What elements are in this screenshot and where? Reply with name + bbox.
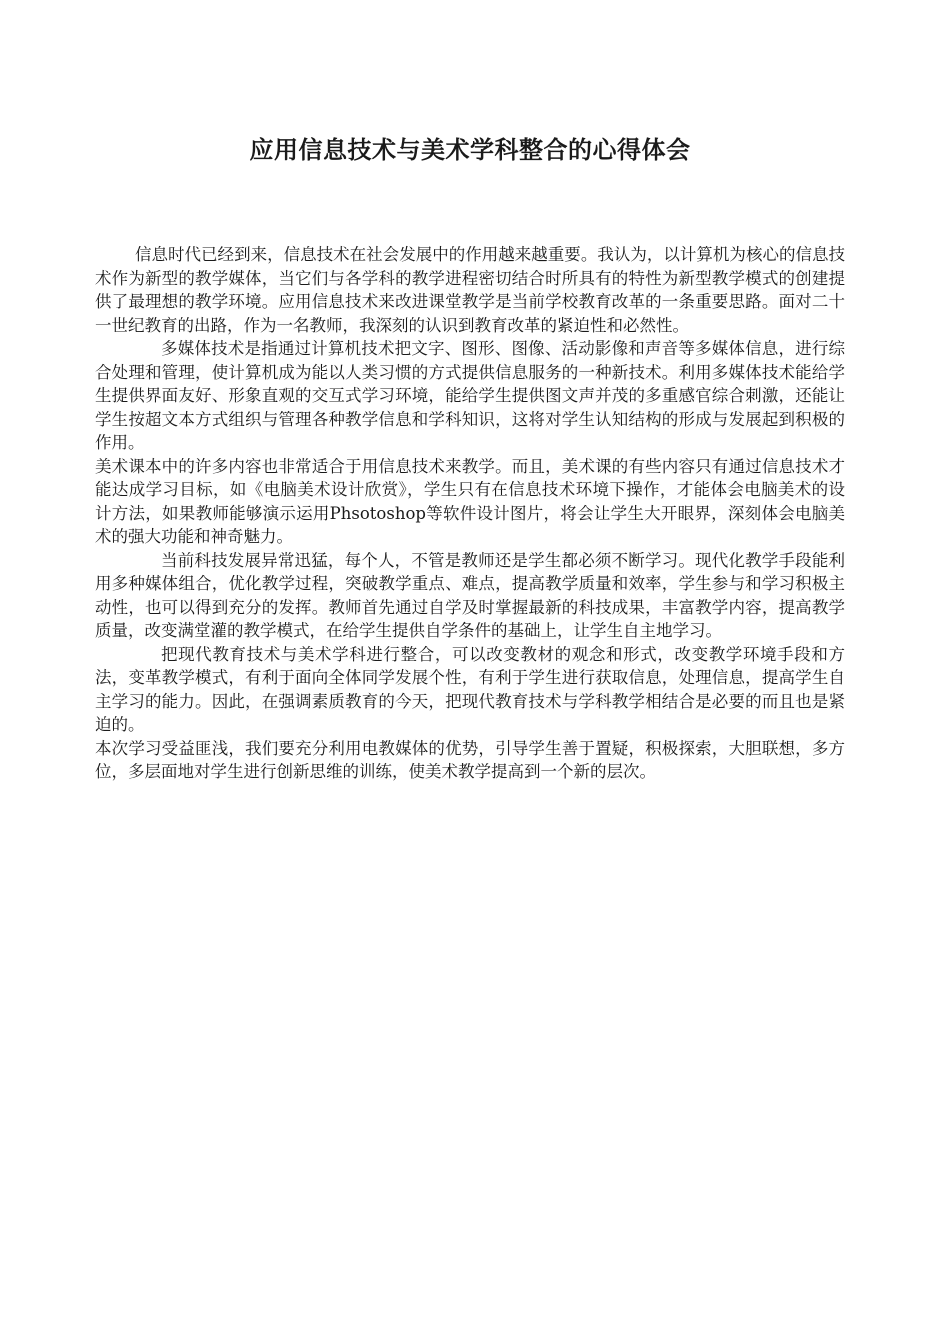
document-body (95, 243, 845, 784)
paragraph-integration: 把现代教育技术与美术学科进行整合，可以改变教材的观念和形式，改变教学环境手段和方法，变革教学模式，有利于面向全体同学发展个性，有利于学生进行获取信息，处理信息，提高学生自主学习的能力。因此，在强调素质教育的今天，把现代教育技术与学科教学相结合是必要的而且也是紧迫的。 (95, 644, 845, 734)
paragraph-intro: 信息时代已经到来，信息技术在社会发展中的作用越来越重要。我认为，以计算机为核心的信息技术作为新型的教学媒体，当它们与各学科的教学进程密切结合时所具有的特性为新型教学模式的创建提供了最理想的教学环境。应用信息技术来改进课堂教学是当前学校教育改革的一条重要思路。面对二十一世纪教育的出路，作为一名教师，我深刻的认识到教育改革的紧迫性和必然性。 (95, 245, 845, 335)
paragraph-learning: 当前科技发展异常迅猛，每个人，不管是教师还是学生都必须不断学习。现代化教学手段能利用多种媒体组合，优化教学过程，突破教学重点、难点，提高教学质量和效率，学生参与和学习积极主动性，也可以得到充分的发挥。教师首先通过自学及时掌握最新的科技成果，丰富教学内容，提高教学质量，改变满堂灌的教学模式，在给学生提供自学条件的基础上，让学生自主地学习。 (95, 550, 845, 640)
paragraph-art-curriculum: 美术课本中的许多内容也非常适合于用信息技术来教学。而且，美术课的有些内容只有通过信息技术才能达成学习目标，如《电脑美术设计欣赏》，学生只有在信息技术环境下操作，才能体会电脑美术的设计方法，如果教师能够演示运用Phsotoshop等软件设计图片，将会让学生大开眼界，深刻体会电脑美术的强大功能和神奇魅力。 (95, 456, 845, 546)
paragraph-conclusion: 本次学习受益匪浅，我们要充分利用电教媒体的优势，引导学生善于置疑，积极探索，大胆联想，多方位，多层面地对学生进行创新思维的训练，使美术教学提高到一个新的层次。 (95, 738, 845, 781)
paragraph-multimedia: 多媒体技术是指通过计算机技术把文字、图形、图像、活动影像和声音等多媒体信息，进行综合处理和管理，使计算机成为能以人类习惯的方式提供信息服务的一种新技术。利用多媒体技术能给学生提供界面友好、形象直观的交互式学习环境，能给学生提供图文声并茂的多重感官综合刺激，还能让学生按超文本方式组织与管理各种教学信息和学科知识，这将对学生认知结构的形成与发展起到积极的作用。 (95, 339, 845, 452)
document-title: 应用信息技术与美术学科整合的心得体会 (249, 135, 691, 164)
